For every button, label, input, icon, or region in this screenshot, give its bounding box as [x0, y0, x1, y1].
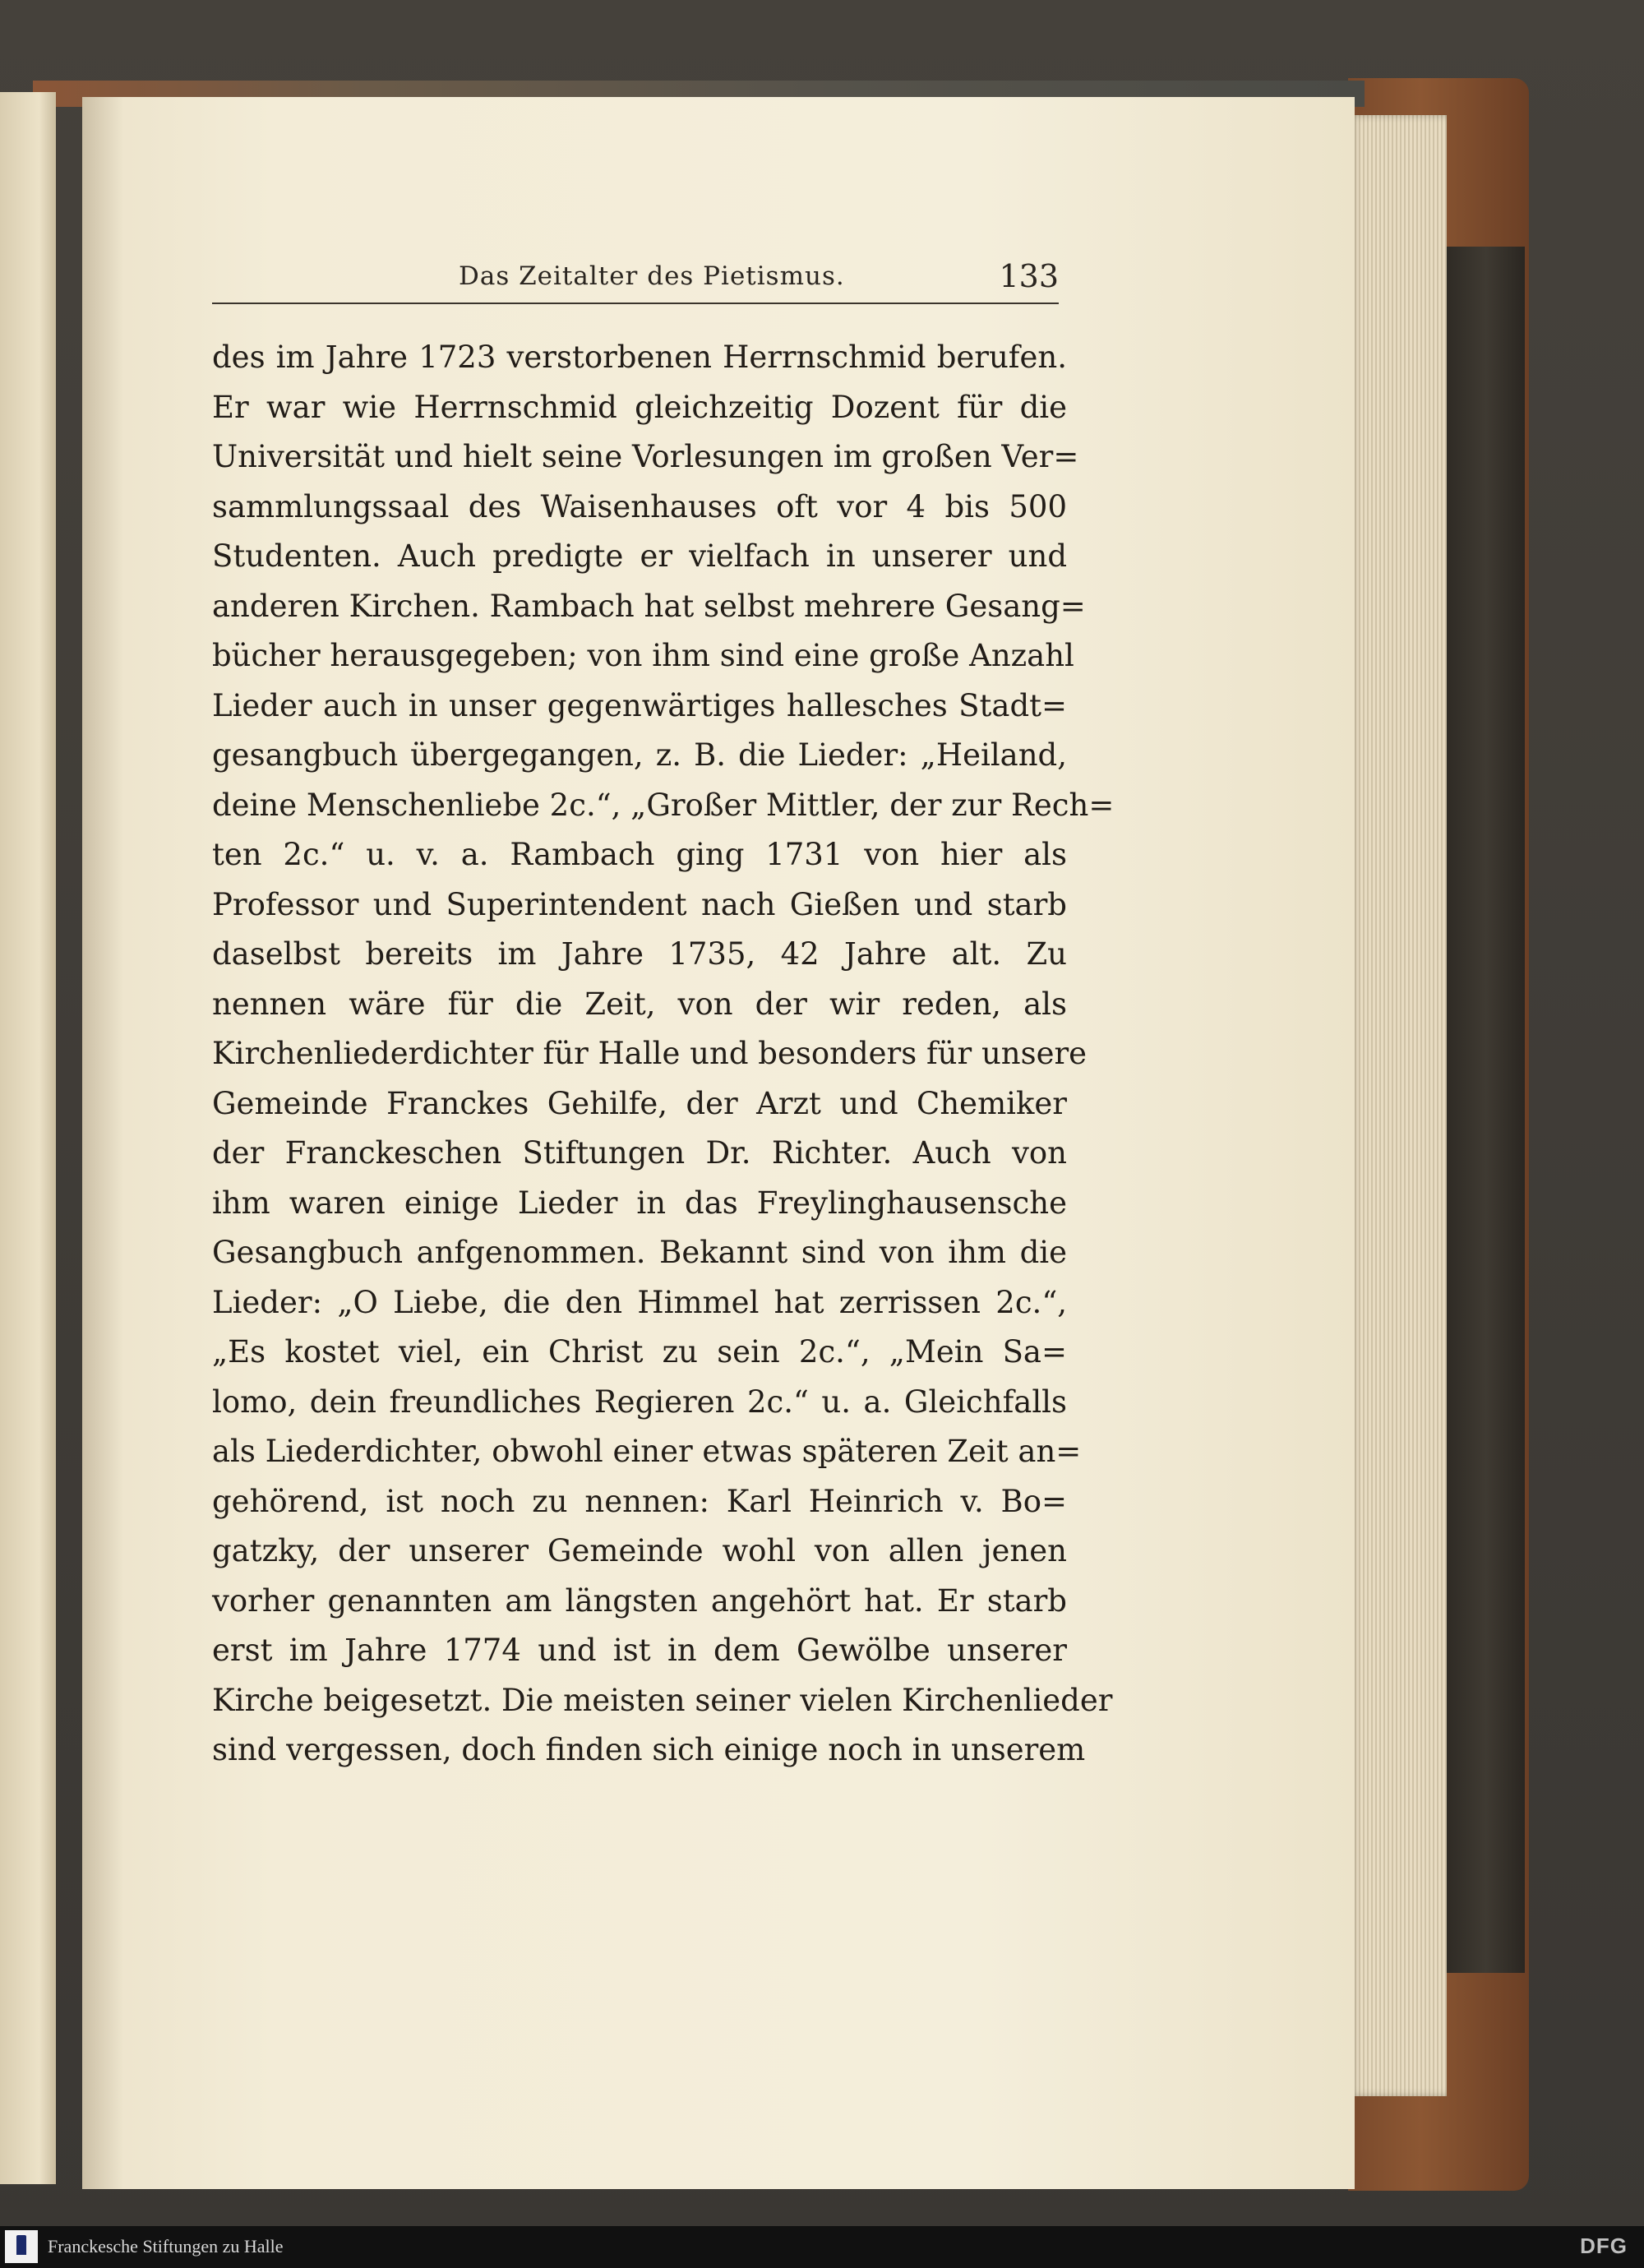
- text-line: als Liederdichter, obwohl einer etwas späteren Zeit an=: [212, 1434, 1082, 1469]
- text-line: bücher herausgegeben; von ihm sind eine große Anzahl: [212, 638, 1074, 673]
- text-line: Lieder: „O Liebe, die den Himmel hat zerrissen 2c.“,: [212, 1284, 1067, 1320]
- viewer-footer: [0, 2226, 1644, 2268]
- dfg-logo[interactable]: DFG: [1580, 2233, 1628, 2258]
- text-line: Gesangbuch anfgenommen. Bekannt sind von ihm die: [212, 1235, 1067, 1270]
- running-title: Das Zeitalter des Pietismus.: [459, 261, 845, 291]
- text-line: sammlungssaal des Waisenhauses oft vor 4 bis 500: [212, 488, 1067, 524]
- page-gutter-shadow: [82, 97, 123, 2189]
- book-cover-panel: [1447, 247, 1525, 1973]
- text-line: Kirchenliederdichter für Halle und besonders für unsere: [212, 1036, 1088, 1071]
- text-line: gehörend, ist noch zu nennen: Karl Heinrich v. Bo=: [212, 1483, 1067, 1519]
- text-line: daselbst bereits im Jahre 1735, 42 Jahre alt. Zu: [212, 936, 1067, 972]
- page-edges: [1348, 115, 1447, 2096]
- text-line: ten 2c.“ u. v. a. Rambach ging 1731 von hier als: [212, 837, 1067, 872]
- text-line: Professor und Superintendent nach Gießen und starb: [212, 886, 1067, 922]
- text-line: „Es kostet viel, ein Christ zu sein 2c.“, „Mein Sa=: [212, 1334, 1067, 1370]
- text-line: Gemeinde Franckes Gehilfe, der Arzt und Chemiker: [212, 1085, 1067, 1121]
- text-line: erst im Jahre 1774 und ist in dem Gewölbe unserer: [212, 1633, 1067, 1668]
- text-line: Er war wie Herrnschmid gleichzeitig Dozent für die: [212, 389, 1067, 425]
- text-line: vorher genannten am längsten angehört hat. Er starb: [212, 1582, 1067, 1619]
- text-line: deine Menschenliebe 2c.“, „Großer Mittler, der zur Rech=: [212, 787, 1115, 823]
- text-line: Studenten. Auch predigte er vielfach in unserer und: [212, 538, 1067, 574]
- francke-foundations-logo-icon[interactable]: [5, 2230, 38, 2263]
- text-line: nennen wäre für die Zeit, von der wir reden, als: [212, 986, 1067, 1022]
- text-line: Kirche beigesetzt. Die meisten seiner vielen Kirchenlieder: [212, 1682, 1113, 1718]
- text-line: anderen Kirchen. Rambach hat selbst mehrere Gesang=: [212, 588, 1086, 624]
- text-line: gatzky, der unserer Gemeinde wohl von allen jenen: [212, 1533, 1067, 1568]
- text-line: Lieder auch in unser gegenwärtiges hallesches Stadt=: [212, 687, 1067, 723]
- text-line: Universität und hielt seine Vorlesungen im großen Ver=: [212, 439, 1079, 474]
- text-line: gesangbuch übergegangen, z. B. die Lieder: „Heiland,: [212, 737, 1067, 773]
- text-line: lomo, dein freundliches Regieren 2c.“ u. a. Gleichfalls: [212, 1383, 1067, 1420]
- header-rule: [212, 303, 1059, 304]
- text-line: sind vergessen, doch finden sich einige noch in unserem: [212, 1732, 1086, 1767]
- text-line: des im Jahre 1723 verstorbenen Herrnschmid berufen.: [212, 340, 1067, 375]
- page-number: 133: [999, 258, 1059, 294]
- footer-institution[interactable]: Franckesche Stiftungen zu Halle: [48, 2236, 284, 2256]
- text-line: ihm waren einige Lieder in das Freylinghausensche: [212, 1185, 1067, 1221]
- page-header: [212, 258, 1059, 303]
- previous-page-edge: [0, 92, 56, 2184]
- body-text: [212, 333, 1115, 1776]
- text-line: der Franckeschen Stiftungen Dr. Richter. Auch von: [212, 1135, 1067, 1171]
